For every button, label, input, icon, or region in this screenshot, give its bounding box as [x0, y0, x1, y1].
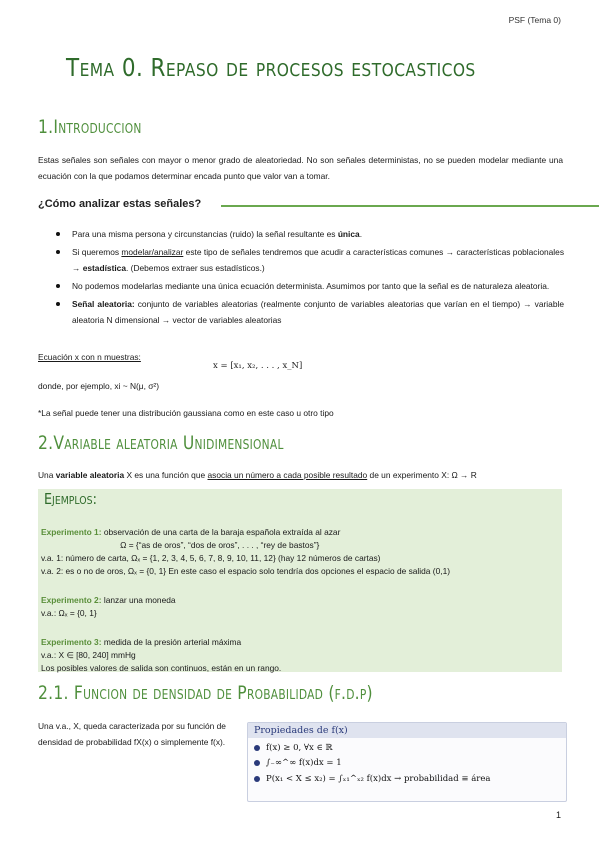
- list-item: No podemos modelarlas mediante una única ecuación determinista. Asumimos por tanto que la señal es de naturaleza aleatoria.: [56, 278, 564, 294]
- bullet-icon: [56, 302, 60, 306]
- example-line: v.a.: Ωₓ = {0, 1}: [41, 608, 97, 618]
- section-heading-variable: 2.Variable aleatoria Unidimensional: [38, 432, 284, 454]
- example-line: Experimento 1: observación de una carta de la baraja española extraída al azar: [41, 527, 341, 537]
- list-item: Señal aleatoria: conjunto de variables aleatorias (realmente conjunto de variables aleatorias que varían en el tiempo) → variable aleatoria N dimensional → vector de variables aleatorias: [56, 296, 564, 328]
- where-line: donde, por ejemplo, xi ~ N(μ, σ²): [38, 381, 160, 391]
- fdp-paragraph: Una v.a., X, queda caracterizada por su función de densidad de probabilidad fX(x) o simplemente f(x).: [38, 721, 226, 747]
- section-heading-fdp: 2.1. Funcion de densidad de Probabilidad (f.d.p): [38, 682, 373, 704]
- properties-box-title: Propiedades de f(x): [248, 723, 566, 738]
- examples-title: Ejemplos:: [44, 490, 97, 508]
- property-row: P(x₁ < X ≤ x₂) = ∫ₓ₁^ₓ₂ f(x)dx → probabilidad ≡ área: [254, 774, 490, 784]
- property-row: ∫₋∞^∞ f(x)dx = 1: [254, 758, 342, 768]
- note-text: *La señal puede tener una distribución gaussiana como en este caso u otro tipo: [38, 408, 334, 418]
- example-line: v.a.: X ∈ [80, 240] mmHg: [41, 650, 136, 660]
- bullet-icon: [254, 760, 260, 766]
- example-line: Ω = {“as de oros”, “dos de oros”, . . . , “rey de bastos”}: [41, 540, 320, 550]
- intro-paragraph: Estas señales son señales con mayor o menor grado de aleatoriedad. No son señales deterministas, no se pueden modelar mediante una ecuación con la que podamos determinar encada punto que valor van a tomar.: [38, 155, 563, 181]
- page-number: 1: [555, 810, 561, 820]
- section-heading-intro: 1.Introduccion: [38, 116, 142, 138]
- equation: x = [x₁, x₂, . . . , x_N]: [213, 361, 303, 371]
- example-line: v.a. 2: es o no de oros, Ωₓ = {0, 1} En este caso el espacio solo tendría dos opciones el espacio de salida (0,1): [41, 566, 451, 576]
- example-line: Los posibles valores de salida son continuos, están en un rango.: [41, 663, 282, 673]
- property-row: f(x) ≥ 0, ∀x ∈ ℝ: [254, 743, 333, 753]
- list-item: Para una misma persona y circunstancias (ruido) la señal resultante es única.: [56, 226, 564, 242]
- bullet-icon: [56, 232, 60, 236]
- subheading-analyze-text: ¿Cómo analizar estas señales?: [38, 198, 202, 210]
- doc-tag: PSF (Tema 0): [508, 15, 561, 25]
- example-line: v.a. 1: número de carta, Ωₓ = {1, 2, 3, 4, 5, 6, 7, 8, 9, 10, 11, 12} (hay 12 números de cartas): [41, 553, 381, 563]
- subheading-analyze: [38, 198, 599, 214]
- variable-definition: Una variable aleatoria X es una función que asocia un número a cada posible resultado de un experimento X: Ω → R: [38, 470, 477, 480]
- bullet-icon: [56, 284, 60, 288]
- page-title: Tema 0. Repaso de procesos estocasticos: [66, 53, 476, 82]
- subheading-rule: [221, 205, 599, 207]
- properties-box: [247, 722, 567, 802]
- bullet-icon: [56, 250, 60, 254]
- bullet-icon: [254, 776, 260, 782]
- bullet-icon: [254, 745, 260, 751]
- example-line: Experimento 3: medida de la presión arterial máxima: [41, 637, 242, 647]
- analysis-bullet-list: [56, 226, 564, 330]
- list-item: Si queremos modelar/analizar este tipo de señales tendremos que acudir a características comunes → características poblacionales → estadística. (Debemos extraer sus estadísticos.): [56, 244, 564, 276]
- example-line: Experimento 2: lanzar una moneda: [41, 595, 176, 605]
- equation-label: Ecuación x con n muestras:: [38, 352, 141, 362]
